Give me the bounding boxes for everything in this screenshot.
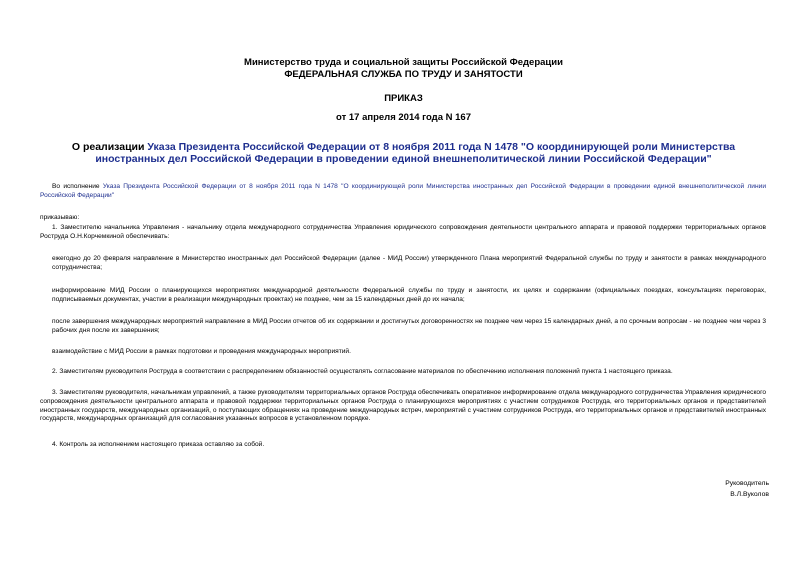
org-name-ministry: Министерство труда и социальной защиты Российской Федерации	[244, 57, 563, 68]
document-title	[40, 141, 767, 165]
org-name-service: ФЕДЕРАЛЬНАЯ СЛУЖБА ПО ТРУДУ И ЗАНЯТОСТИ	[284, 69, 523, 80]
item-1-sub-4: взаимодействие с МИД России в рамках подготовки и проведения международных мероприятий.	[52, 348, 351, 355]
item-1-sub-1: ежегодно до 20 февраля направление в Министерство иностранных дел Российской Федерации (далее - МИД России) утвержденного Плана мероприятий Федеральной службы по труду и занятости в рамках международного сотрудничества;	[52, 255, 766, 271]
title-decree-link[interactable]: Указа Президента Российской Федерации от 8 ноября 2011 года N 1478 "О координирующей роли Министерства иностранных дел Российской Федерации в проведении единой внешнеполитической линии Российской Федерации"	[95, 141, 736, 165]
item-2: 2. Заместителям руководителя Роструда в соответствии с распределением обязанностей осуществлять согласование материалов по обеспечению исполнения положений пункта 1 настоящего приказа.	[52, 368, 673, 375]
item-1-sub-3: после завершения международных мероприятий направление в МИД России отчетов об их содержании и достигнутых договоренностях не позднее чем через 15 календарных дней, а по срочным вопросам - не позднее чем через 3 рабочих дня после их завершения;	[52, 318, 766, 334]
intro-paragraph	[40, 183, 766, 201]
signature-name: В.Л.Вуколов	[730, 491, 769, 498]
intro-prefix: Во исполнение	[52, 183, 103, 190]
item-1: 1. Заместителю начальника Управления - начальнику отдела международного сотрудничества Управления юридического сопровождения деятельности центрального аппарата и правовой поддержки территориальных органов Роструда О.Н.Корчемкиной обеспечивать:	[40, 224, 766, 240]
title-prefix: О реализации	[71, 141, 148, 153]
document-date: от 17 апреля 2014 года N 167	[336, 112, 471, 123]
item-4: 4. Контроль за исполнением настоящего приказа оставляю за собой.	[52, 441, 265, 448]
intro-decree-link[interactable]: Указа Президента Российской Федерации от 8 ноября 2011 года N 1478 "О координирующей роли Министерства иностранных дел Российской Федерации в проведении единой внешнеполитической линии Российской Федерации"	[40, 183, 766, 199]
item-3: 3. Заместителям руководителя, начальникам управлений, а также руководителям территориальных органов Роструда обеспечивать оперативное информирование отдела международного сотрудничества Управления юридического сопровождения деятельности центрального аппарата и правовой поддержки территориальных органов Роструда о планирующихся мероприятиях с участием сотрудников Роструда, его территориальных органов и представителей иностранных государств, международных организаций, о поступающих обращениях на проведение международных встреч, мероприятий с участием сотрудников Роструда, его территориальных органов и представителей иностранных государств, международных организаций для согласования указанных вопросов в установленном порядке.	[40, 389, 766, 423]
item-1-sub-2: информирование МИД России о планирующихся мероприятиях международной деятельности Федеральной службы по труду и занятости, их целях и содержании (официальных поездках, консультациях переговорах, подписываемых документах, участии в реализации международных проектах) не позднее, чем за 15 календарных дней до их начала;	[52, 287, 766, 303]
order-word: приказываю:	[40, 214, 80, 221]
document-type: ПРИКАЗ	[384, 93, 423, 104]
signature-position: Руководитель	[725, 480, 769, 487]
